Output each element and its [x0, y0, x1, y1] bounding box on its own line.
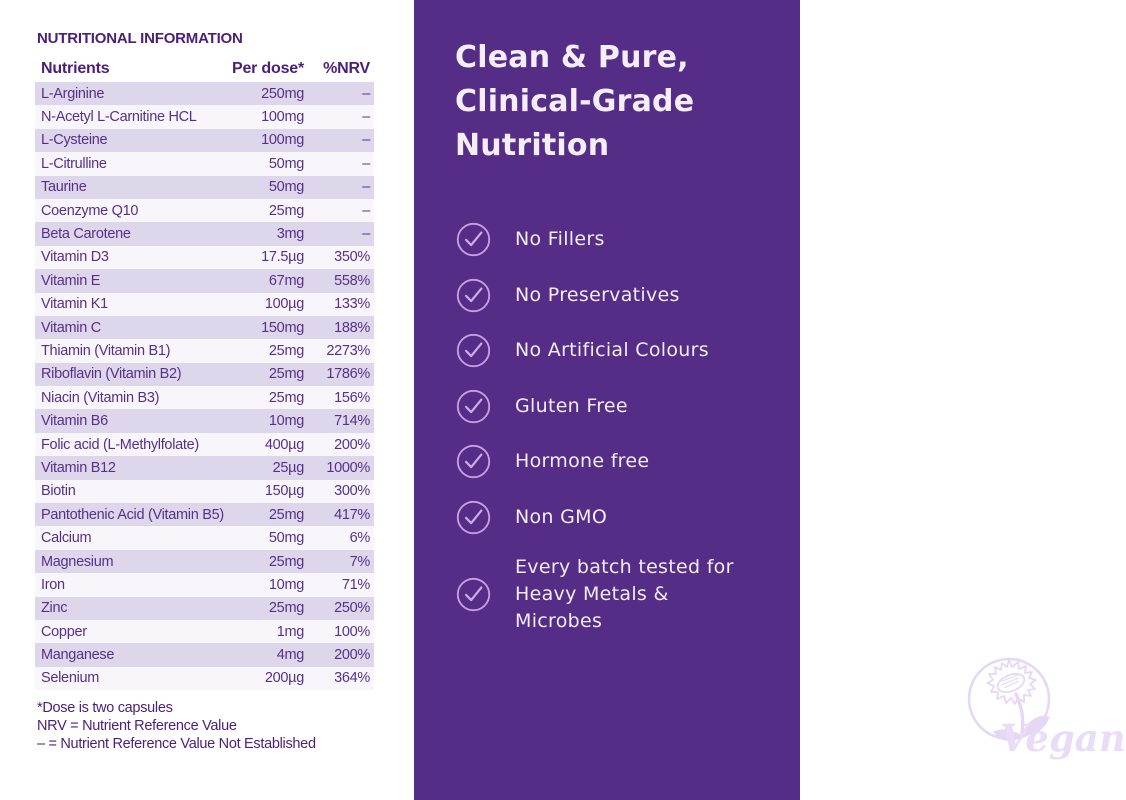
panel-heading: [455, 36, 694, 168]
nutrient-name: Vitamin D3: [41, 249, 109, 266]
feature-label: Non GMO: [515, 505, 608, 528]
check-circle-icon: [455, 576, 492, 613]
nutrient-nrv: 2273%: [326, 342, 370, 359]
nutrient-dose: 67mg: [268, 272, 304, 289]
nutrient-nrv: 250%: [334, 600, 370, 617]
nutrient-name: Vitamin C: [41, 319, 101, 336]
nutrient-dose: 200µg: [264, 670, 304, 687]
sunflower-petals-icon: [987, 660, 1036, 704]
table-row: [35, 480, 376, 503]
feature-label: Every batch tested for Heavy Metals & Microbes: [515, 556, 734, 632]
nutrient-dose: 50mg: [268, 155, 304, 172]
nutrient-name: Pantothenic Acid (Vitamin B5): [41, 506, 224, 523]
table-row: [35, 152, 376, 175]
feature-item: [455, 221, 753, 258]
nutrient-nrv: 188%: [334, 319, 370, 336]
sunflower-centre-icon: [995, 670, 1027, 695]
nutrient-dose: 25mg: [268, 342, 304, 359]
nutrient-nrv: –: [362, 109, 370, 126]
nutrient-dose: 50mg: [268, 530, 304, 547]
table-row: [35, 409, 376, 432]
nutrient-name: Calcium: [41, 530, 92, 547]
feature-label: Gluten Free: [515, 394, 628, 417]
nutrient-dose: 25mg: [268, 202, 304, 219]
column-header-nutrients: Nutrients: [41, 59, 110, 77]
nutrient-dose: 25mg: [268, 553, 304, 570]
nutrient-dose: 25mg: [268, 506, 304, 523]
nutrient-dose: 100mg: [261, 109, 304, 126]
nutrient-name: Zinc: [41, 600, 68, 617]
table-row: [35, 386, 376, 409]
nutrient-nrv: 100%: [334, 623, 370, 640]
heading-line: Clean & Pure,: [455, 40, 689, 75]
feature-item: [455, 277, 753, 314]
heading-line: Nutrition: [455, 128, 610, 163]
nutrient-dose: 17.5µg: [261, 249, 304, 266]
feature-item: [455, 499, 753, 536]
nutrient-name: Biotin: [41, 483, 76, 500]
nutrient-nrv: 200%: [334, 647, 370, 664]
nutrient-dose: 250mg: [261, 85, 304, 102]
nutrient-name: Folic acid (L-Methylfolate): [41, 436, 199, 453]
table-row: [35, 176, 376, 199]
nutrient-nrv: 156%: [334, 389, 370, 406]
nutrient-nrv: 1000%: [326, 459, 370, 476]
nutrient-name: L-Cysteine: [41, 132, 108, 149]
nutrient-dose: 100µg: [264, 296, 304, 313]
heading-line: Clinical-Grade: [455, 84, 695, 119]
nutrient-nrv: –: [362, 132, 370, 149]
table-row: [35, 316, 376, 339]
nutrient-name: Copper: [41, 623, 87, 640]
check-circle-icon: [455, 221, 492, 258]
table-row: [35, 503, 376, 526]
nutrient-dose: 100mg: [261, 132, 304, 149]
nutrient-name: L-Arginine: [41, 85, 105, 102]
table-row: [35, 456, 376, 479]
nutrient-name: Selenium: [41, 670, 100, 687]
nutrient-dose: 25mg: [268, 366, 304, 383]
feature-item: [455, 388, 753, 425]
nutrition-table-section: [35, 30, 376, 753]
nutrient-dose: 10mg: [268, 576, 304, 593]
nutrient-name: Niacin (Vitamin B3): [41, 389, 160, 406]
table-row: [35, 363, 376, 386]
table-row: [35, 667, 376, 690]
nutrient-name: Manganese: [41, 647, 115, 664]
nutrient-name: L-Citrulline: [41, 155, 107, 172]
table-row: [35, 105, 376, 128]
nutrient-dose: 3mg: [276, 226, 304, 243]
nutrient-nrv: 133%: [334, 296, 370, 313]
nutrient-dose: 400µg: [264, 436, 304, 453]
nutrient-nrv: 7%: [349, 553, 370, 570]
nutrient-nrv: –: [362, 85, 370, 102]
table-row: [35, 246, 376, 269]
feature-item: [455, 554, 753, 635]
nutrient-name: Taurine: [41, 179, 87, 196]
check-circle-icon: [455, 443, 492, 480]
feature-label: No Preservatives: [515, 283, 680, 306]
table-row: [35, 433, 376, 456]
nutrient-name: Magnesium: [41, 553, 114, 570]
panel-gap: [374, 0, 414, 800]
feature-label: Hormone free: [515, 450, 650, 472]
check-circle-icon: [455, 332, 492, 369]
nutrient-name: Vitamin B6: [41, 413, 108, 430]
nutrient-nrv: –: [362, 202, 370, 219]
table-row: [35, 222, 376, 245]
nutrient-nrv: 200%: [334, 436, 370, 453]
nutrient-nrv: –: [362, 155, 370, 172]
table-row: [35, 597, 376, 620]
nutrition-table-header: [35, 55, 376, 82]
table-row: [35, 293, 376, 316]
table-row: [35, 643, 376, 666]
table-row: [35, 199, 376, 222]
table-row: [35, 339, 376, 362]
nutrient-nrv: 71%: [341, 576, 370, 593]
vegan-wordmark: Vegan: [1000, 716, 1126, 760]
nutrient-dose: 10mg: [268, 413, 304, 430]
check-circle-icon: [455, 388, 492, 425]
nutrient-dose: 25mg: [268, 389, 304, 406]
nutrient-dose: 150mg: [261, 319, 304, 336]
nutrient-nrv: 714%: [334, 413, 370, 430]
nutrient-nrv: 350%: [334, 249, 370, 266]
feature-label: No Artificial Colours: [515, 339, 709, 361]
nutrient-dose: 1mg: [276, 623, 304, 640]
nutrient-nrv: 6%: [349, 530, 370, 547]
nutrient-nrv: 300%: [334, 483, 370, 500]
nutrient-name: Beta Carotene: [41, 226, 131, 243]
nutrient-nrv: 1786%: [326, 366, 370, 383]
table-row: [35, 129, 376, 152]
nutrition-table-rows: [35, 82, 376, 690]
column-header-nrv: %NRV: [323, 59, 370, 77]
nutrient-name: Thiamin (Vitamin B1): [41, 342, 171, 359]
column-header-per-dose: Per dose*: [231, 59, 304, 77]
table-row: [35, 82, 376, 105]
table-footnotes: [35, 699, 376, 753]
nutrient-dose: 25µg: [272, 459, 304, 476]
nutrient-nrv: 558%: [334, 272, 370, 289]
nutrient-dose: 50mg: [268, 179, 304, 196]
vegan-sunflower-logo: [966, 650, 1126, 765]
nutrition-table-title: NUTRITIONAL INFORMATION: [37, 30, 243, 47]
feature-label: No Fillers: [515, 228, 605, 250]
nutrient-name: Vitamin K1: [41, 296, 108, 313]
table-row: [35, 620, 376, 643]
table-row: [35, 269, 376, 292]
feature-item: [455, 332, 753, 369]
nutrient-dose: 150µg: [264, 483, 304, 500]
nutrient-dose: 4mg: [276, 647, 304, 664]
check-circle-icon: [455, 277, 492, 314]
feature-list: [455, 221, 753, 654]
nutrient-nrv: 417%: [334, 506, 370, 523]
table-row: [35, 526, 376, 549]
nutrient-nrv: –: [362, 179, 370, 196]
nutrient-name: Coenzyme Q10: [41, 202, 139, 219]
nutrient-name: Riboflavin (Vitamin B2): [41, 366, 182, 383]
footnote-line: *Dose is two capsules: [37, 700, 173, 717]
nutrient-name: N-Acetyl L-Carnitine HCL: [41, 109, 197, 126]
footnote-line: – = Nutrient Reference Value Not Established: [37, 736, 316, 753]
benefits-panel: [414, 0, 1126, 800]
nutrient-nrv: –: [362, 226, 370, 243]
table-row: [35, 550, 376, 573]
table-row: [35, 573, 376, 596]
check-circle-icon: [455, 499, 492, 536]
nutrient-nrv: 364%: [334, 670, 370, 687]
nutrient-name: Iron: [41, 576, 65, 593]
footnote-line: NRV = Nutrient Reference Value: [37, 718, 237, 735]
nutrient-name: Vitamin B12: [41, 459, 116, 476]
nutrient-name: Vitamin E: [41, 272, 101, 289]
nutrient-dose: 25mg: [268, 600, 304, 617]
feature-item: [455, 443, 753, 480]
